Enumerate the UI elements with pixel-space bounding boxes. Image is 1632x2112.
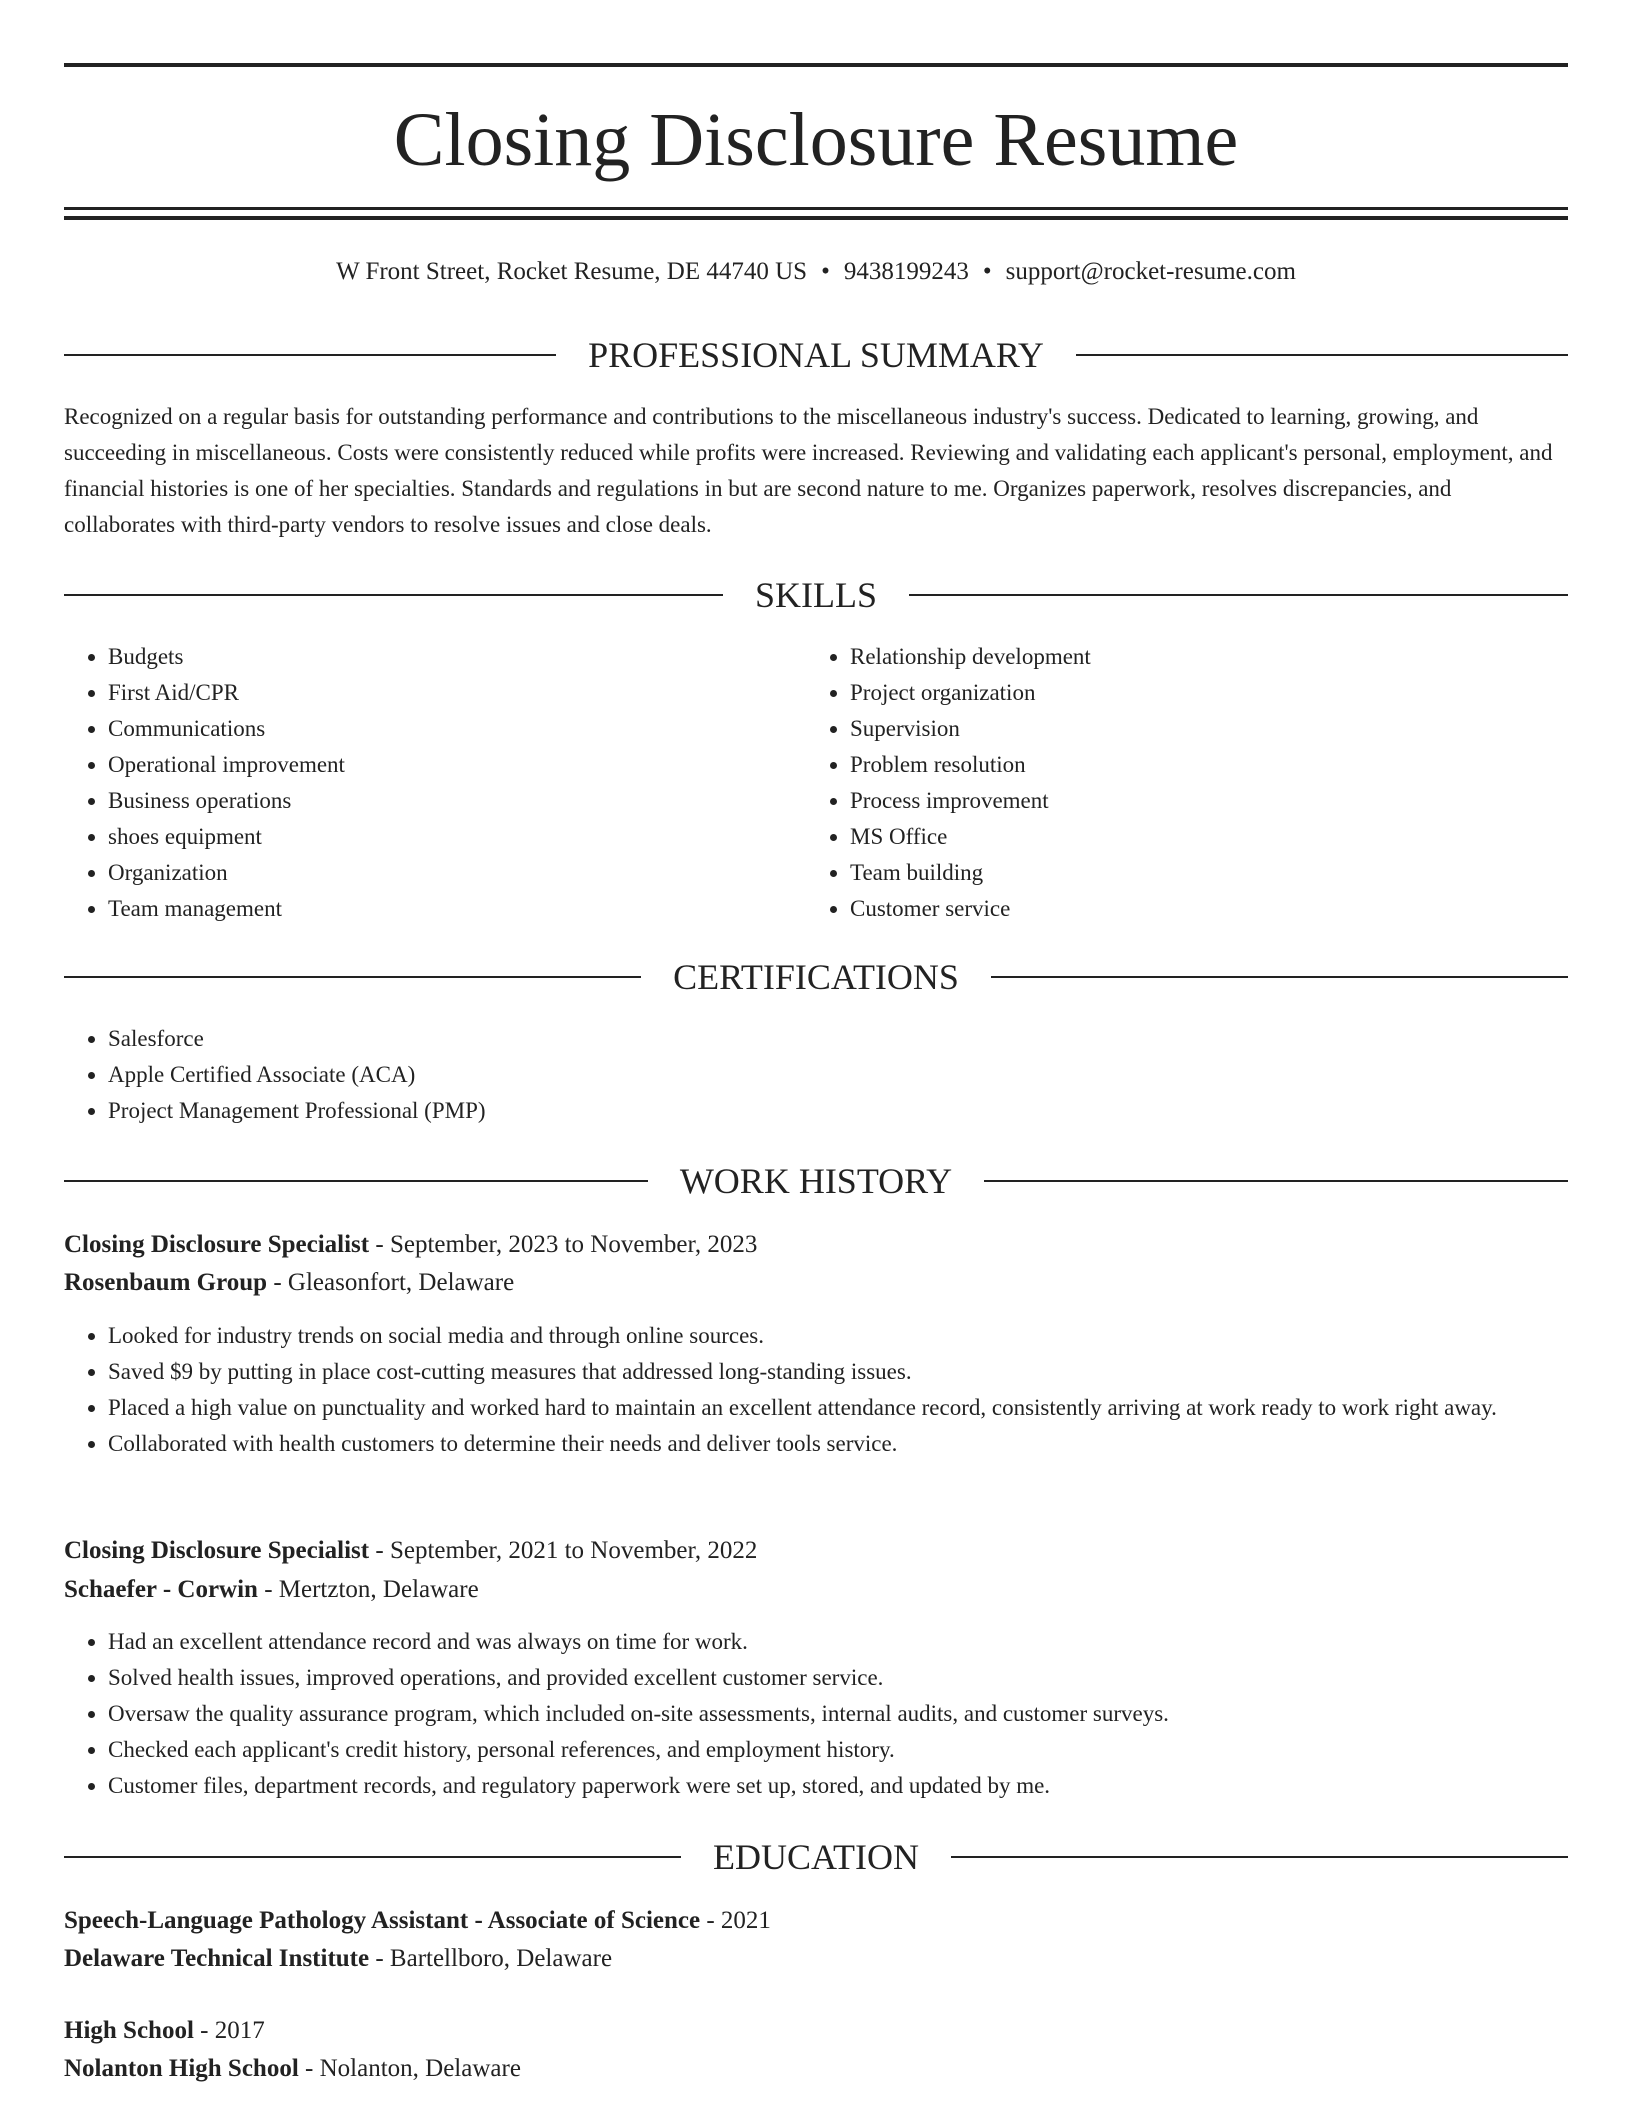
duty-item: • Placed a high value on punctuality and worked hard to maintain an excellent attendance record, consistently arriving at work ready to work right away. <box>108 1390 1568 1426</box>
education-school-line <box>64 2050 521 2088</box>
section-header-education <box>64 1835 1568 1879</box>
skill-item: • Supervision <box>850 711 1566 747</box>
job-location: - Gleasonfort, Delaware <box>267 1269 515 1296</box>
skill-item: • Relationship development <box>850 639 1566 675</box>
duty-item: • Solved health issues, improved operations, and provided excellent customer service. <box>108 1660 1568 1696</box>
education-school: Nolanton High School <box>64 2055 299 2082</box>
section-title: SKILLS <box>755 575 878 615</box>
education-location: - Bartellboro, Delaware <box>369 1945 613 1972</box>
skill-item: • Process improvement <box>850 783 1566 819</box>
contact-email: support@rocket-resume.com <box>1005 258 1296 285</box>
skill-item: • Problem resolution <box>850 747 1566 783</box>
duty-item: • Checked each applicant's credit history, personal references, and employment history. <box>108 1732 1568 1768</box>
job-dates: - September, 2023 to November, 2023 <box>369 1231 758 1258</box>
education-school: Delaware Technical Institute <box>64 1945 370 1972</box>
section-title: PROFESSIONAL SUMMARY <box>588 335 1044 375</box>
skill-item: • Operational improvement <box>108 747 804 783</box>
section-header-certifications <box>64 955 1568 999</box>
header-rule <box>991 976 1568 978</box>
certification-item: • Salesforce <box>108 1021 1568 1057</box>
skill-item: • MS Office <box>850 819 1566 855</box>
job-title: Closing Disclosure Specialist <box>64 1231 370 1258</box>
contact-separator: • <box>821 258 830 285</box>
document-title: Closing Disclosure Resume <box>393 98 1239 182</box>
skill-item: • shoes equipment <box>108 819 804 855</box>
section-title: CERTIFICATIONS <box>673 957 959 997</box>
summary-paragraph: Recognized on a regular basis for outstanding performance and contributions to the miscellaneous industry's success. Dedicated to learning, growing, and succeeding in miscellaneous. Costs were consistently reduced while profits were increased. Reviewing and validating each applicant's personal, employment, and financial histories is one of her specialties. Standards and regulations in but are second nature to me. Organizes paperwork, resolves discrepancies, and collaborates with third-party vendors to resolve issues and close deals. <box>64 404 1553 537</box>
duty-item: • Saved $9 by putting in place cost-cutting measures that addressed long-standing issues. <box>108 1354 1568 1390</box>
section-title: EDUCATION <box>713 1837 919 1877</box>
contact-address: W Front Street, Rocket Resume, DE 44740 US <box>336 258 808 285</box>
skill-item: • Team building <box>850 855 1566 891</box>
job-title-line <box>64 1532 757 1570</box>
top-rule <box>64 63 1568 67</box>
education-degree: High School <box>64 2017 194 2044</box>
job-duties-list <box>64 1318 1568 1462</box>
education-year: - 2017 <box>193 2017 265 2044</box>
certification-item: • Apple Certified Associate (ACA) <box>108 1057 1568 1093</box>
skill-item: • Team management <box>108 891 804 927</box>
contact-line <box>64 252 1568 292</box>
header-rule <box>64 354 556 356</box>
job-dates: - September, 2021 to November, 2022 <box>369 1537 758 1564</box>
education-location: - Nolanton, Delaware <box>298 2055 521 2082</box>
header-rule <box>1076 354 1568 356</box>
header-rule <box>64 976 641 978</box>
duty-item: • Oversaw the quality assurance program, which included on-site assessments, internal audits, and customer surveys. <box>108 1696 1568 1732</box>
header-rule <box>984 1180 1568 1182</box>
title-double-rule-upper <box>64 207 1568 210</box>
skill-item: • Communications <box>108 711 804 747</box>
section-header-skills <box>64 573 1568 617</box>
skill-item: • Customer service <box>850 891 1566 927</box>
skill-item: • First Aid/CPR <box>108 675 804 711</box>
education-degree-line <box>64 1902 771 1940</box>
job-company: Schaefer - Corwin <box>64 1576 258 1603</box>
skill-item: • Project organization <box>850 675 1566 711</box>
certification-item: • Project Management Professional (PMP) <box>108 1093 1568 1129</box>
job-company-line <box>64 1264 514 1302</box>
skills-column-right <box>806 639 1566 927</box>
job-location: - Mertzton, Delaware <box>257 1576 479 1603</box>
duty-item: • Collaborated with health customers to determine their needs and deliver tools service. <box>108 1426 1568 1462</box>
skills-column-left <box>64 639 804 927</box>
duty-item: • Looked for industry trends on social media and through online sources. <box>108 1318 1568 1354</box>
duty-item: • Customer files, department records, and regulatory paperwork were set up, stored, and updated by me. <box>108 1768 1568 1804</box>
education-school-line <box>64 1940 612 1978</box>
title-double-rule-lower <box>64 216 1568 220</box>
header-rule <box>64 1180 648 1182</box>
job-title-line <box>64 1226 757 1264</box>
contact-phone: 9438199243 <box>843 258 969 285</box>
header-rule <box>909 594 1568 596</box>
job-title: Closing Disclosure Specialist <box>64 1537 370 1564</box>
header-rule <box>64 594 723 596</box>
duty-item: • Had an excellent attendance record and was always on time for work. <box>108 1624 1568 1660</box>
header-rule <box>64 1856 681 1858</box>
education-degree: Speech-Language Pathology Assistant - Associate of Science <box>64 1907 701 1934</box>
section-header-work-history <box>64 1159 1568 1203</box>
section-title: WORK HISTORY <box>679 1161 953 1201</box>
skill-item: • Organization <box>108 855 804 891</box>
job-company: Rosenbaum Group <box>64 1269 268 1296</box>
skill-item: • Budgets <box>108 639 804 675</box>
job-duties-list <box>64 1624 1568 1804</box>
section-header-summary <box>64 333 1568 377</box>
education-year: - 2021 <box>700 1907 771 1934</box>
education-degree-line <box>64 2012 265 2050</box>
skill-item: • Business operations <box>108 783 804 819</box>
job-company-line <box>64 1571 479 1609</box>
certifications-list <box>64 1021 1568 1129</box>
contact-separator: • <box>982 258 992 285</box>
header-rule <box>951 1856 1568 1858</box>
